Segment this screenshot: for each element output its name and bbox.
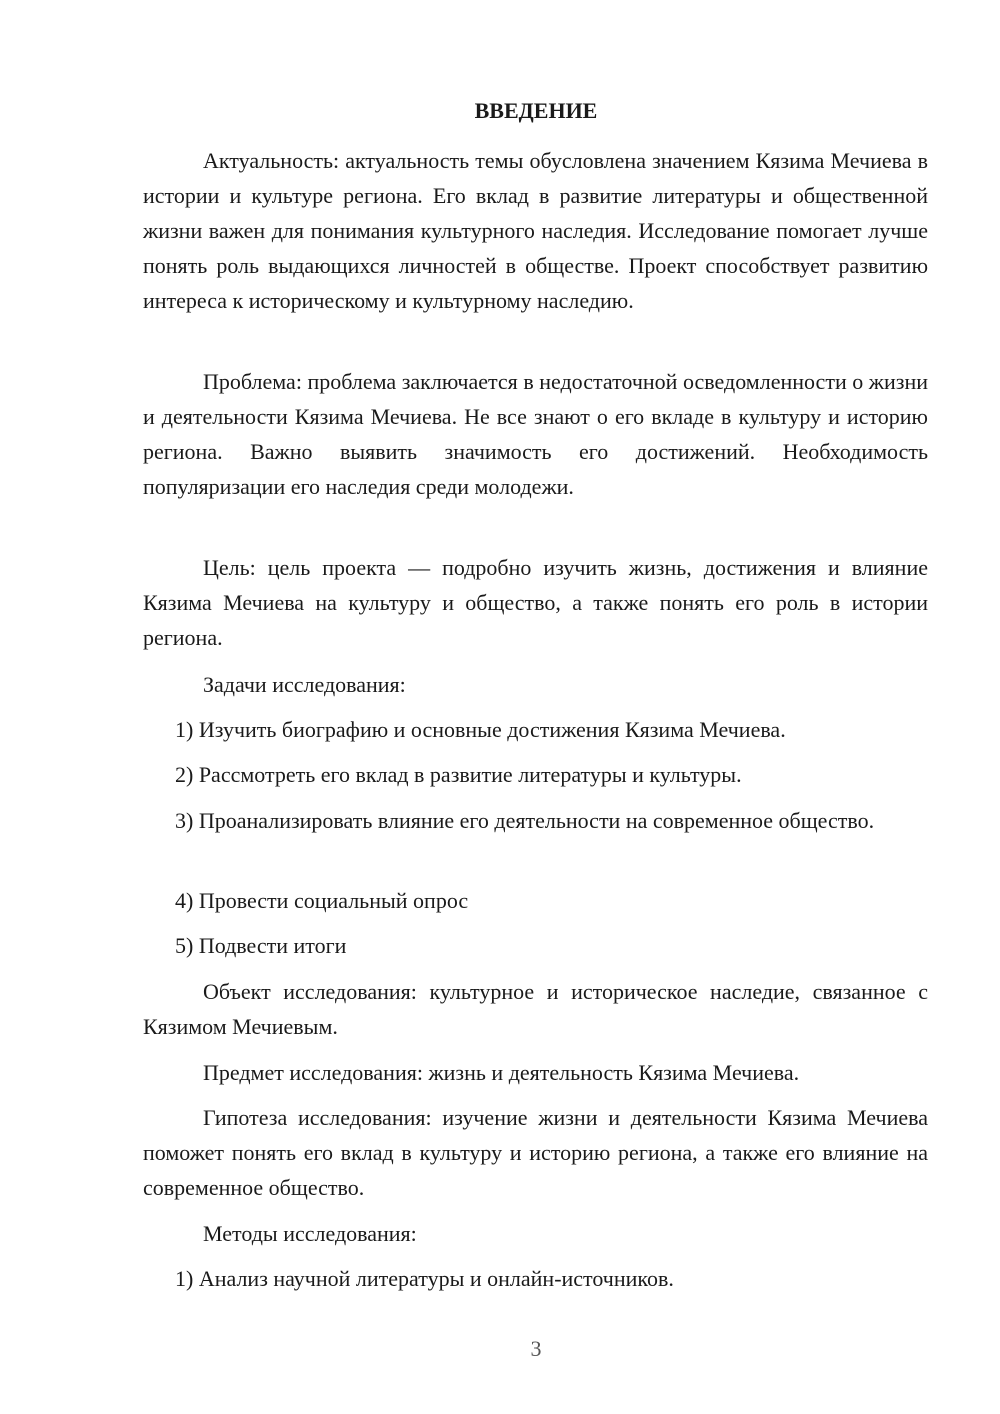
tasks-heading: Задачи исследования:: [203, 672, 406, 697]
paragraph-object: Объект исследования: культурное и историческое наследие, связанное с Кязимом Мечиевым.: [143, 979, 928, 1039]
paragraph-subject: Предмет исследования: жизнь и деятельность Кязима Мечиева.: [203, 1060, 800, 1085]
paragraph-relevance: Актуальность: актуальность темы обусловлена значением Кязима Мечиева в истории и культуре региона. Его вклад в развитие литературы и общественной жизни важен для понимания культурного наследия. Исследование помогает лучше понять роль выдающихся личностей в обществе. Проект способствует развитию интереса к историческому и культурному наследию.: [143, 148, 928, 313]
page-number: 3: [530, 1336, 542, 1361]
paragraph-goal: Цель: цель проекта — подробно изучить жизнь, достижения и влияние Кязима Мечиева на культуру и общество, а также понять его роль в истории региона.: [143, 555, 928, 650]
task-item-4: 4) Провести социальный опрос: [175, 888, 469, 913]
task-item-2: 2) Рассмотреть его вклад в развитие литературы и культуры.: [175, 762, 742, 787]
paragraph-hypothesis: Гипотеза исследования: изучение жизни и деятельности Кязима Мечиева поможет понять его вклад в культуру и историю региона, а также его влияние на современное общество.: [143, 1105, 928, 1200]
task-item-1: 1) Изучить биографию и основные достижения Кязима Мечиева.: [175, 717, 786, 742]
method-item-1: 1) Анализ научной литературы и онлайн-источников.: [175, 1266, 674, 1291]
page-title: ВВЕДЕНИЕ: [474, 98, 598, 123]
task-item-5: 5) Подвести итоги: [175, 933, 347, 958]
methods-heading: Методы исследования:: [203, 1221, 417, 1246]
paragraph-problem: Проблема: проблема заключается в недостаточной осведомленности о жизни и деятельности Кязима Мечиева. Не все знают о его вкладе в культуру и историю региона. Важно выявить значимость его достижений. Необходимость популяризации его наследия среди молодежи.: [143, 369, 928, 499]
task-item-3: 3) Проанализировать влияние его деятельности на современное общество.: [175, 808, 875, 833]
